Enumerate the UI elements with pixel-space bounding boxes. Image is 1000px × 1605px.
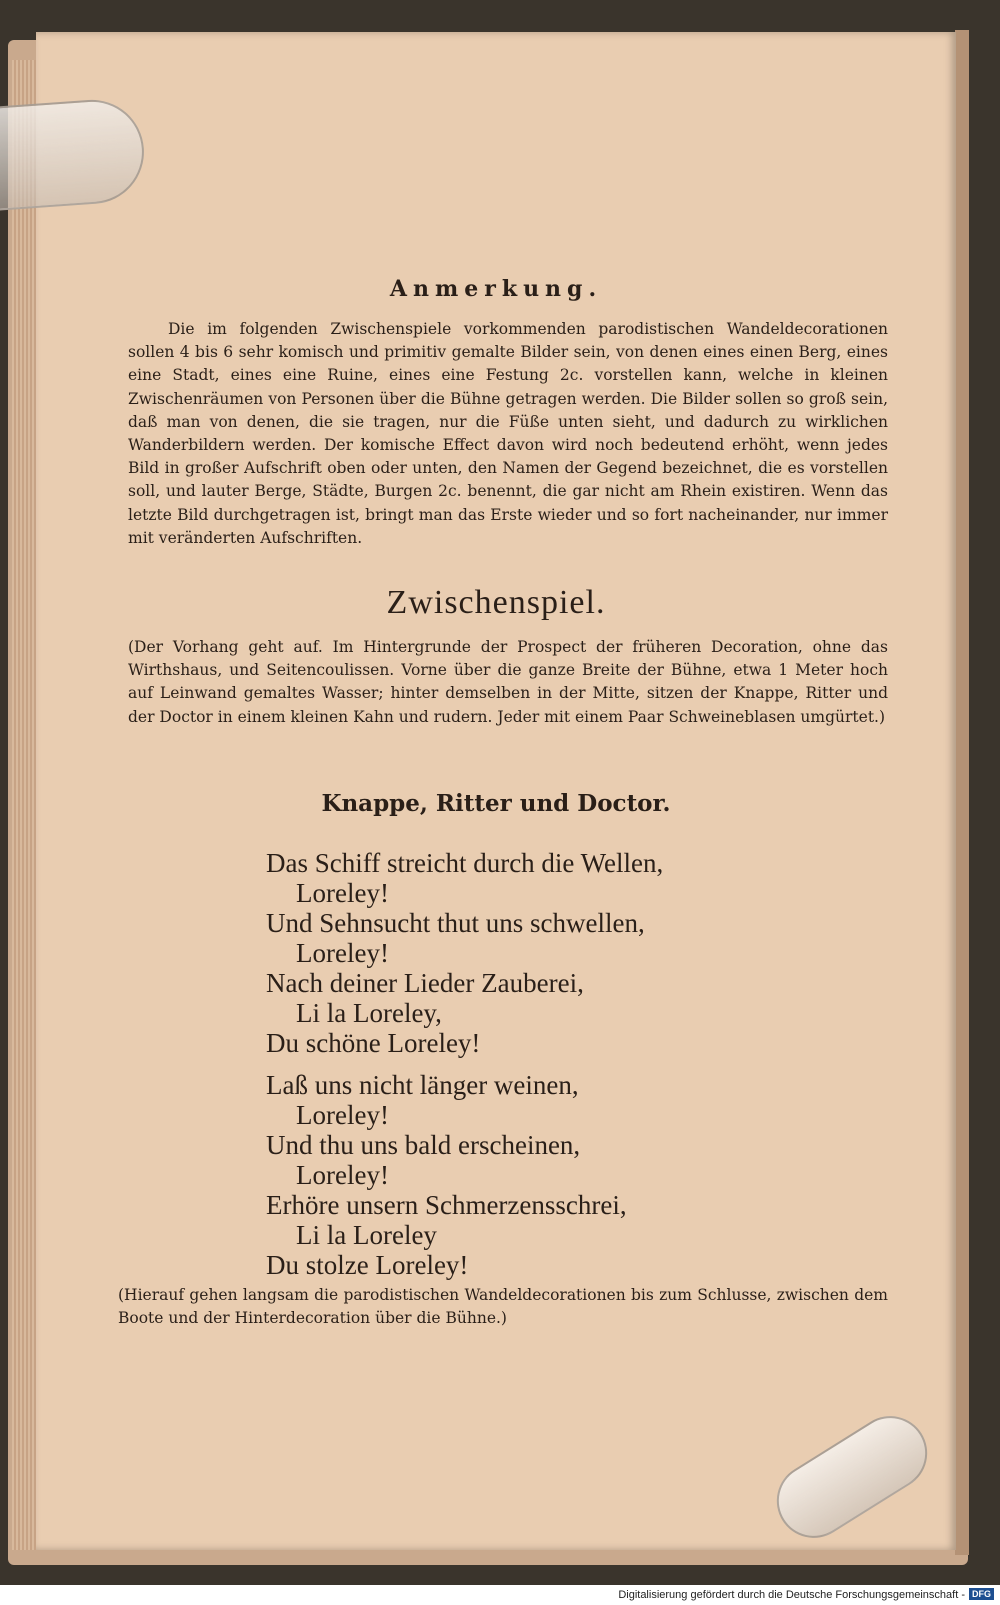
digitization-footer: [0, 1585, 1000, 1605]
speakers-heading: Knappe, Ritter und Doctor.: [321, 790, 671, 817]
verse-line: Das Schiff streicht durch die Wellen,: [266, 848, 664, 878]
verse-line: Und Sehnsucht thut uns schwellen,: [266, 908, 645, 938]
scene-title: Zwischenspiel.: [386, 584, 606, 621]
dfg-logo-icon: DFG: [969, 1588, 994, 1600]
verse-line: Laß uns nicht länger weinen,: [266, 1070, 579, 1100]
page-stack-edge: [12, 60, 38, 1550]
verse-line: Loreley!: [296, 1100, 389, 1130]
note-paragraph: [128, 318, 888, 550]
book-page: [36, 32, 956, 1550]
verse-two: [266, 1070, 866, 1280]
verse-one: [266, 848, 866, 1058]
verse-line: Du stolze Loreley!: [266, 1250, 469, 1280]
verse-line: Li la Loreley,: [296, 998, 442, 1028]
page-content: [36, 32, 956, 1550]
footer-text: Digitalisierung gefördert durch die Deutsche Forschungsgemeinschaft -: [618, 1589, 965, 1601]
verse-line: Loreley!: [296, 938, 389, 968]
verse-line: Du schöne Loreley!: [266, 1028, 481, 1058]
closing-direction: (Hierauf gehen langsam die parodistischen Wandeldecorationen bis zum Schlusse, zwischen dem Boote und der Hinterdecoration über die Bühne.): [118, 1286, 888, 1328]
verse-line: Nach deiner Lieder Zauberei,: [266, 968, 584, 998]
stage-direction: (Der Vorhang geht auf. Im Hintergrunde der Prospect der früheren Decoration, ohne das Wirthshaus, und Seitencoulissen. Vorne über die ganze Breite der Bühne, etwa 1 Meter hoch auf Leinwand gemaltes Wasser; hinter demselben in der Mitte, sitzen der Knappe, Ritter und der Doctor in einem kleinen Kahn und rudern. Jeder mit einem Paar Schweineblasen umgürtet.): [128, 638, 888, 726]
verse-line: Loreley!: [296, 1160, 389, 1190]
note-title: Anmerkung.: [389, 276, 603, 302]
verse-line: Li la Loreley: [296, 1220, 437, 1250]
verse-line: Erhöre unsern Schmerzensschrei,: [266, 1190, 627, 1220]
note-text: Die im folgenden Zwischenspiele vorkommenden parodistischen Wandeldecorationen sollen 4 bis 6 sehr komisch und primitiv gemalte Bilder sein, von denen eines einen Berg, eines eine Stadt, eines eine Ruine, eines eine Festung 2c. vorstellen kann, welche in kleinen Zwischenräumen von Personen über die Bühne getragen werden. Die Bilder sollen so groß sein, daß man von denen, die sie tragen, nur die Füße unten sieht, und dadurch zu wirklichen Wanderbildern werden. Der komische Effect davon wird noch bedeutend erhöht, wenn jedes Bild in großer Aufschrift oben oder unten, den Namen der Gegend bezeichnet, die es vorstellen soll, und lauter Berge, Städte, Burgen 2c. benennt, die gar nicht am Rhein existiren. Wenn das letzte Bild durchgetragen ist, bringt man das Erste wieder und so fort nacheinander, nur immer mit veränderten Aufschriften.: [128, 320, 888, 547]
right-page-edge: [955, 30, 969, 1555]
verse-line: Loreley!: [296, 878, 389, 908]
verse-line: Und thu uns bald erscheinen,: [266, 1130, 581, 1160]
